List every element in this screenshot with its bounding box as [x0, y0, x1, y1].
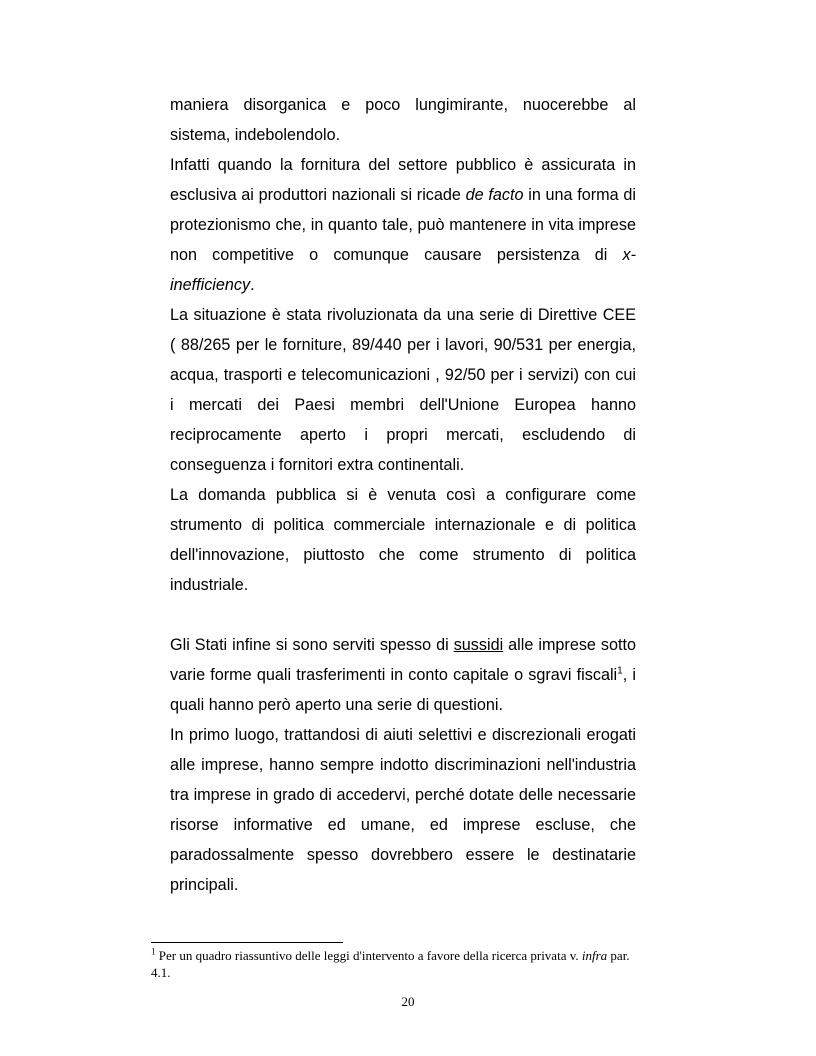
paragraph-gap: [170, 600, 636, 630]
paragraph-5-text: Gli Stati infine si sono serviti spesso di: [170, 636, 454, 654]
page-number: 20: [401, 994, 415, 1009]
italic-x-inefficiency: x-inefficiency: [170, 246, 636, 294]
footnote-separator: [151, 942, 343, 943]
paragraph-5: [170, 630, 636, 720]
paragraph-2-text: Infatti quando la fornitura del settore pubblico è assicurata in esclusiva ai produttori nazionali si ricade: [170, 156, 636, 204]
paragraph-2: [170, 150, 636, 300]
footnote-marker: 1: [151, 946, 156, 957]
paragraph-3: La situazione è stata rivoluzionata da una serie di Direttive CEE ( 88/265 per le forniture, 89/440 per i lavori, 90/531 per energia, acqua, trasporti e telecomunicazioni , 92/50 per i servizi) con cui i mercati dei Paesi membri dell'Unione Europea hanno reciprocamente aperto i propri mercati, escludendo di conseguenza i fornitori extra continentali.: [170, 306, 636, 474]
footnote-italic-infra: infra: [581, 948, 608, 963]
footnote-text: Per un quadro riassuntivo delle leggi d'intervento a favore della ricerca privata v.: [155, 948, 582, 963]
underlined-sussidi: sussidi: [453, 636, 504, 654]
paragraph-6: In primo luogo, trattandosi di aiuti selettivi e discrezionali erogati alle imprese, hanno sempre indotto discriminazioni nell'industria tra imprese in grado di accedervi, perché dotate delle necessarie risorse informative ed umane, ed imprese escluse, che paradossalmente spesso dovrebbero essere le destinatarie principali.: [170, 726, 636, 894]
paragraph-5-text-cont: alle imprese sotto varie forme quali trasferimenti in conto capitale o sgravi fiscali: [170, 636, 637, 684]
footnote: [151, 947, 651, 981]
footnote-text-end: par. 4.1.: [151, 948, 630, 980]
body-text: [170, 90, 636, 900]
paragraph-1: maniera disorganica e poco lungimirante, nuocerebbe al sistema, indebolendolo.: [170, 96, 636, 144]
paragraph-4: La domanda pubblica si è venuta così a configurare come strumento di politica commerciale internazionale e di politica dell'innovazione, piuttosto che come strumento di politica industriale.: [170, 486, 636, 594]
paragraph-2-end: .: [250, 276, 255, 294]
paragraph-2-text-cont: in una forma di protezionismo che, in quanto tale, può mantenere in vita imprese non competitive o comunque causare persistenza di: [170, 186, 636, 264]
footnote-reference: 1: [617, 665, 623, 677]
paragraph-5-end: , i quali hanno però aperto una serie di questioni.: [170, 666, 636, 714]
italic-de-facto: de facto: [465, 186, 524, 204]
